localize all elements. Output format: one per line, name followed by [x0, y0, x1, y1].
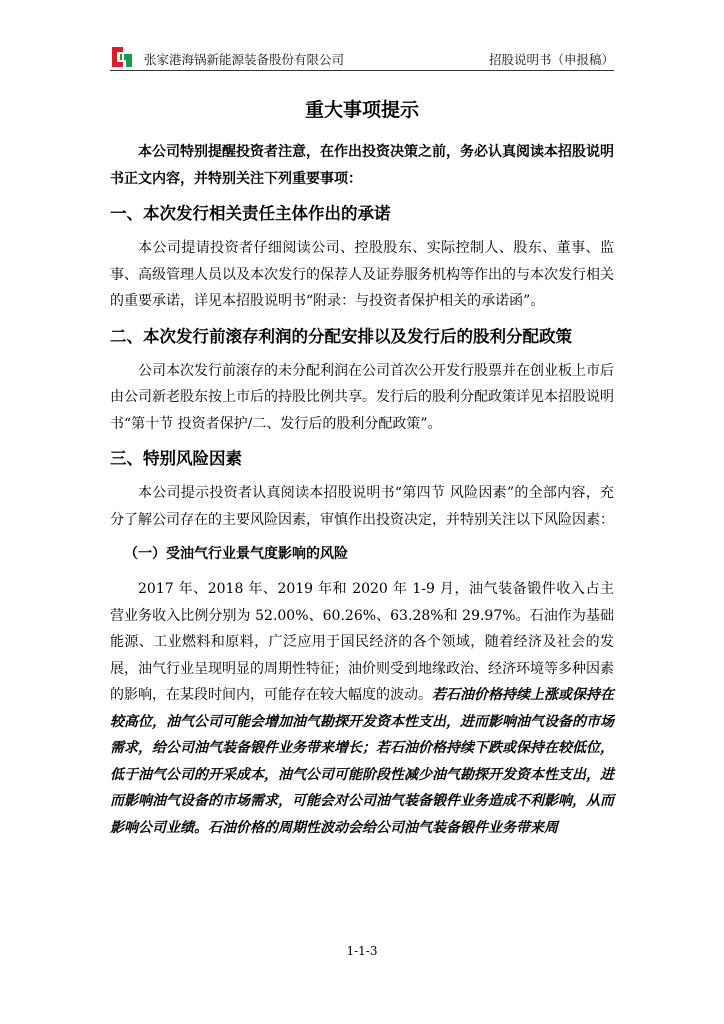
page-number: 1-1-3: [346, 944, 378, 958]
oil-gas-emphasis-text: 若石油价格持续上涨或保持在较高位，油气公司可能会增加油气勘探开发资本性支出，进而影响油气设备的市场需求，给公司油气装备锻件业务带来增长；若石油价格持续下跌或保持在较低位，低于油气公司的开采成本，油气公司可能阶段性减少油气勘探开发资本性支出，进而影响油气设备的市场需求，可能会对公司油气装备锻件业务造成不利影响，从而影响公司业绩。石油价格的周期性波动会给公司油气装备锻件业务带来周: [110, 687, 614, 836]
header-divider: [110, 70, 614, 71]
subsection-heading-oil-gas: （一）受油气行业景气度影响的风险: [124, 546, 348, 562]
page-content: [110, 95, 614, 841]
subsection-body-oil-gas: [110, 576, 614, 841]
section-heading-dividend: 二、本次发行前滚存利润的分配安排以及发行后的股利分配政策: [110, 326, 572, 346]
page-header: [110, 44, 614, 72]
company-logo-icon: [110, 45, 134, 69]
intro-paragraph: 本公司特别提醒投资者注意，在作出投资决策之前，务必认真阅读本招股说明书正文内容，并特别关注下列重要事项：: [110, 144, 614, 187]
page-title: 重大事项提示: [304, 99, 419, 121]
section-body-commitments: 本公司提请投资者仔细阅读公司、控股股东、实际控制人、股东、董事、监事、高级管理人员以及本次发行的保荐人及证券服务机构等作出的与本次发行相关的重要承诺，详见本招股说明书“附录：与投资者保护相关的承诺函”。: [110, 240, 614, 309]
section-heading-commitments: 一、本次发行相关责任主体作出的承诺: [110, 204, 391, 223]
section-heading-risk: 三、特别风险因素: [110, 449, 242, 468]
document-name: 招股说明书（申报稿）: [488, 52, 614, 67]
company-name: 张家港海锅新能源装备股份有限公司: [144, 52, 345, 67]
section-body-risk: 本公司提示投资者认真阅读本招股说明书“第四节 风险因素”的全部内容，充分了解公司存在的主要风险因素，审慎作出投资决定，并特别关注以下风险因素：: [110, 485, 614, 528]
section-body-dividend: 公司本次发行前滚存的未分配利润在公司首次公开发行股票并在创业板上市后由公司新老股东按上市后的持股比例共享。发行后的股利分配政策详见本招股说明书“第十节 投资者保护/二、发行后的股利分配政策”。: [110, 362, 614, 432]
oil-gas-plain-text: 2017 年、2018 年、2019 年和 2020 年 1-9 月，油气装备锻件收入占主营业务收入比例分别为 52.00%、60.26%、63.28%和 29.97%。石油作为基础能源、工业燃料和原料，广泛应用于国民经济的各个领域，随着经济及社会的发展，油气行业呈现明显的周期性特征；油价则受到地缘政治、经济环境等多种因素的影响，在某段时间内，可能存在较大幅度的波动。: [110, 581, 614, 703]
